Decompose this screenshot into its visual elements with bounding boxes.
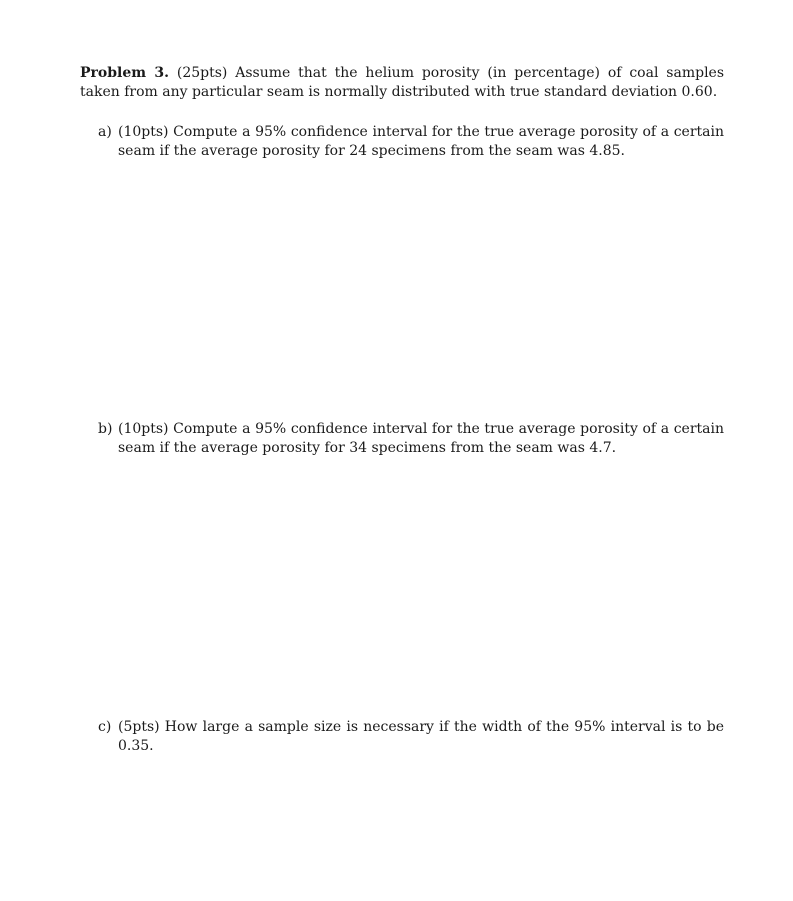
- part-c: [98, 718, 724, 756]
- part-b: [98, 420, 724, 458]
- part-a-text: (10pts) Compute a 95% confidence interval for the true average porosity of a certain seam if the average porosity for 24 specimens from the seam was 4.85.: [118, 124, 724, 159]
- part-b-label: b): [98, 421, 113, 437]
- part-b-text: (10pts) Compute a 95% confidence interval for the true average porosity of a certain seam if the average porosity for 34 specimens from the seam was 4.7.: [118, 421, 724, 456]
- problem-statement: [80, 64, 724, 102]
- part-c-text: (5pts) How large a sample size is necessary if the width of the 95% interval is to be 0.35.: [118, 719, 724, 754]
- part-a: [98, 123, 724, 161]
- part-c-label: c): [98, 719, 112, 735]
- problem-heading: Problem 3.: [80, 65, 169, 81]
- part-a-label: a): [98, 124, 112, 140]
- problem-text: (25pts) Assume that the helium porosity (in percentage) of coal samples taken from any particular seam is normally distributed with true standard deviation 0.60.: [80, 65, 725, 100]
